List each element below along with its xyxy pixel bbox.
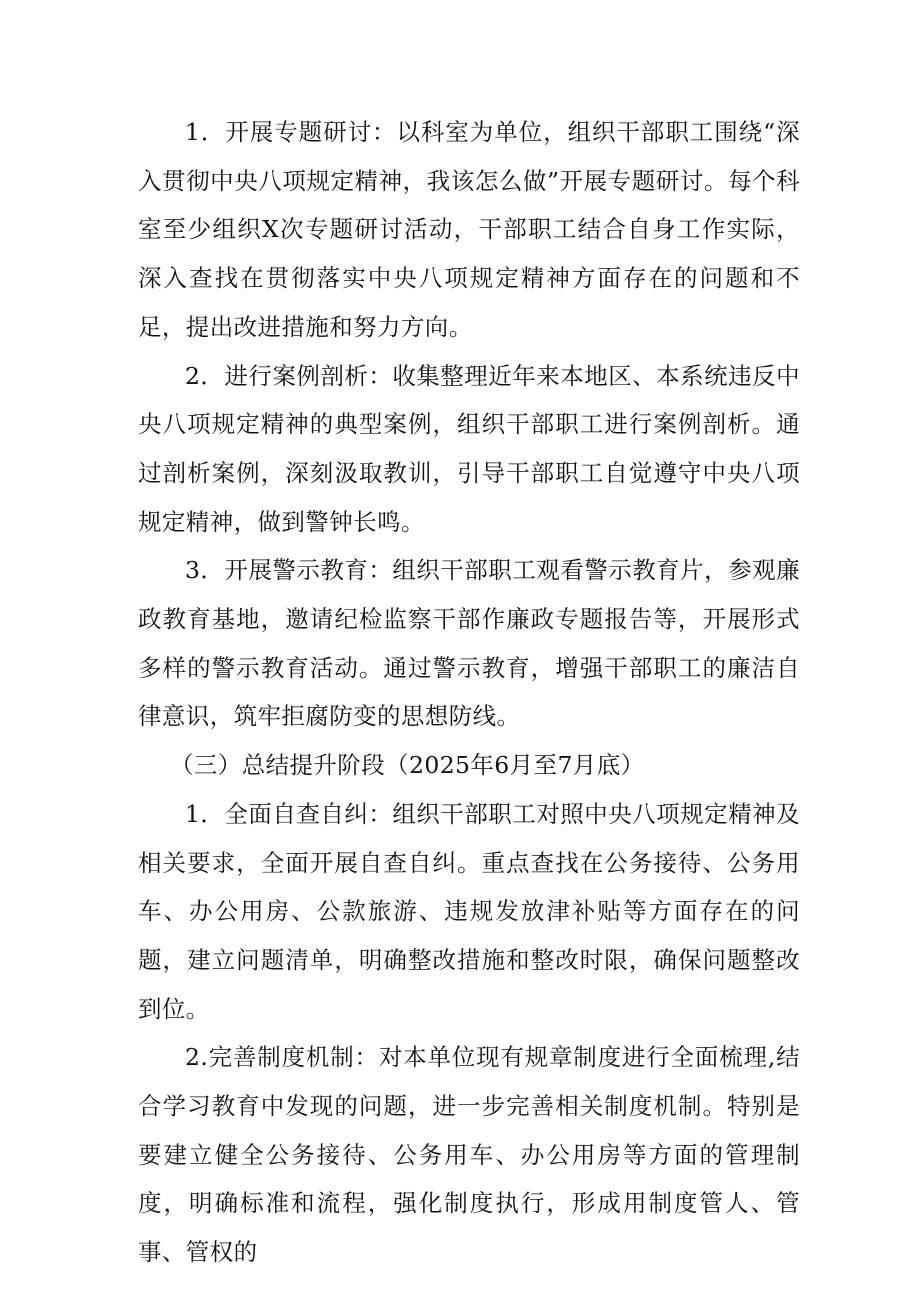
- paragraph-case-analysis: 2．进行案例剖析：收集整理近年来本地区、本系统违反中央八项规定精神的典型案例，组织干部职工进行案例剖析。通过剖析案例，深刻汲取教训，引导干部职工自觉遵守中央八项规定精神，做到警钟长鸣。: [138, 361, 800, 536]
- paragraph-topic-discussion: 1．开展专题研讨：以科室为单位，组织干部职工围绕“深入贯彻中央八项规定精神，我该怎么做”开展专题研讨。每个科室至少组织X次专题研讨活动，干部职工结合自身工作实际，深入查找在贯彻落实中央八项规定精神方面存在的问题和不足，提出改进措施和努力方向。: [138, 118, 800, 341]
- section-heading-summary-stage: （三）总结提升阶段（2025年6月至7月底）: [170, 751, 645, 780]
- paragraph-warning-education: 3．开展警示教育：组织干部职工观看警示教育片，参观廉政教育基地，邀请纪检监察干部作廉政专题报告等，开展形式多样的警示教育活动。通过警示教育，增强干部职工的廉洁自律意识，筑牢拒腐防变的思想防线。: [138, 556, 800, 731]
- paragraph-self-inspection: 1．全面自查自纠：组织干部职工对照中央八项规定精神及相关要求，全面开展自查自纠。重点查找在公务接待、公务用车、办公用房、公款旅游、违规发放津补贴等方面存在的问题，建立问题清单，明确整改措施和整改时限，确保问题整改到位。: [138, 799, 800, 1023]
- paragraph-improve-system: 2.完善制度机制：对本单位现有规章制度进行全面梳理,结合学习教育中发现的问题，进一步完善相关制度机制。特别是要建立健全公务接待、公务用车、办公用房等方面的管理制度，明确标准和流程，强化制度执行，形成用制度管人、管事、管权的: [138, 1043, 800, 1267]
